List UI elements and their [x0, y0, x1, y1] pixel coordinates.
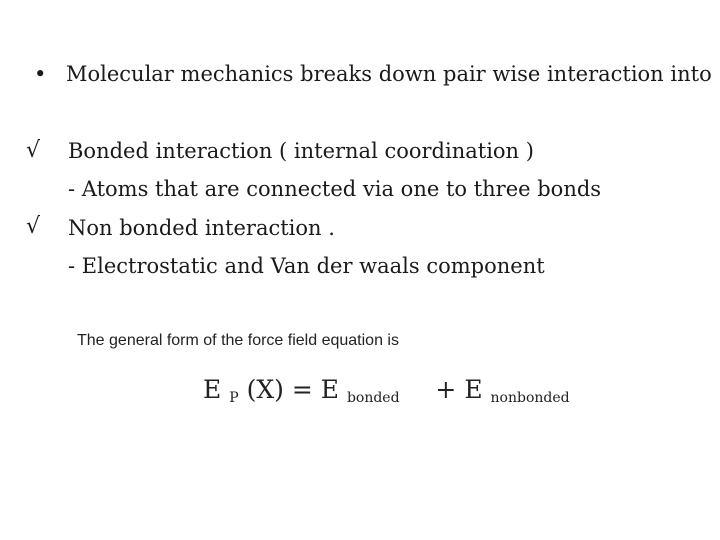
equation-plus-sign: +	[435, 375, 457, 404]
equation-lhs-subscript: P	[229, 390, 239, 406]
equation-bonded-energy: E	[320, 375, 339, 404]
force-field-equation	[203, 377, 570, 405]
intro-text: Molecular mechanics breaks down pair wise interaction into	[66, 62, 712, 86]
bonded-interaction-heading: Bonded interaction ( internal coordination )	[68, 139, 534, 163]
nonbonded-interaction-detail: - Electrostatic and Van der waals component	[68, 254, 545, 278]
equation-nonbonded-energy: E	[464, 375, 483, 404]
intro-bullet: •	[34, 62, 47, 86]
equation-lhs-energy: E	[203, 375, 222, 404]
checkmark-icon: √	[26, 214, 41, 239]
equation-bonded-subscript: bonded	[346, 390, 400, 406]
equation-nonbonded-subscript: nonbonded	[490, 390, 570, 406]
equation-caption: The general form of the force field equation is	[77, 332, 399, 349]
equation-lhs-argument: (X) =	[246, 375, 313, 404]
nonbonded-interaction-heading: Non bonded interaction .	[68, 216, 335, 240]
checkmark-icon: √	[26, 138, 41, 163]
bonded-interaction-detail: - Atoms that are connected via one to three bonds	[68, 177, 602, 201]
